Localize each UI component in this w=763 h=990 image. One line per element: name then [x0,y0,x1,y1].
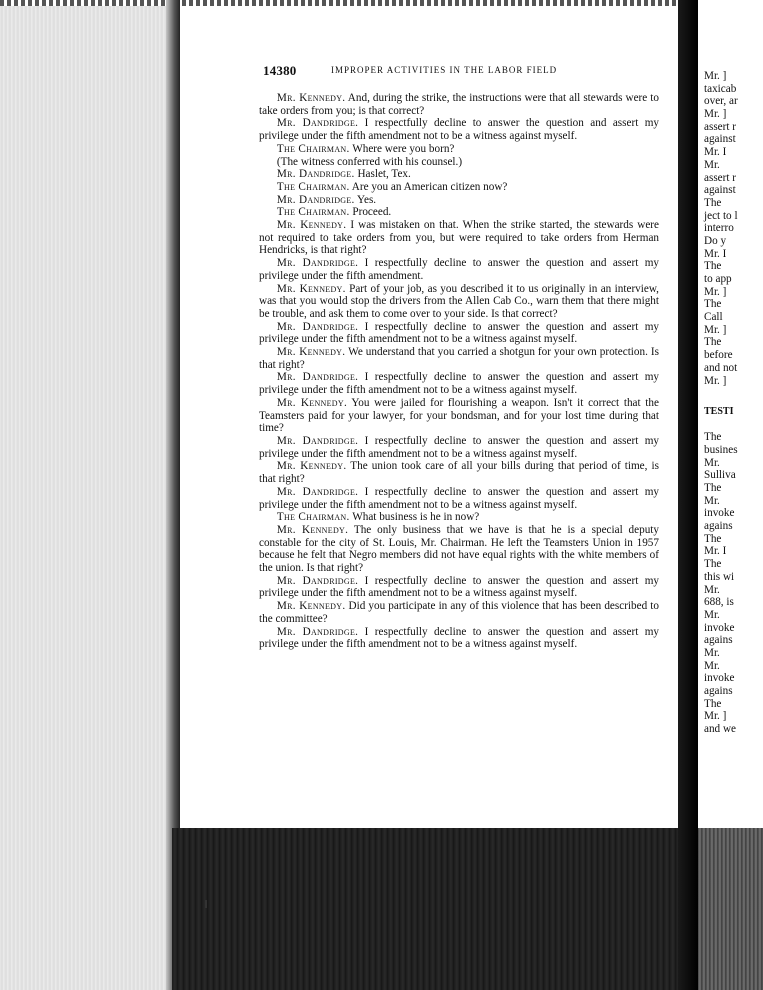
paragraph-text: Part of your job, as you described it to us originally in an interview, was that you would stop the drivers from the Allen Cab Co., warn them that there might be trouble, and ask them to come over to your side. Is that correct? [259,282,659,320]
paragraph-text: Yes. [354,193,377,206]
paragraph-text: I was mistaken on that. When the strike started, the stewards were not required to take orders from you, but were required to take orders from Herman Hendricks, is that right? [259,219,659,257]
paragraph-text: And, during the strike, the instructions were that all stewards were to take orders from you; is that correct? [259,92,659,117]
facing-page-line: Mr. ] [704,108,727,121]
paragraph-text: Proceed. [349,206,392,219]
facing-page-line: Mr. [704,608,720,621]
facing-page-line: assert r [704,120,736,133]
facing-page-bottom-shadow [698,828,763,990]
paragraph-text: You were jailed for flourishing a weapon. Isn't it correct that the Teamsters paid for your lawyer, for your bondsman, and for your lost time during that time? [259,396,659,435]
facing-page-line: Mr. [704,456,720,469]
speaker-name: Mr. Dandridge. [276,371,359,384]
transcript-paragraph [259,283,659,321]
speaker-name: Mr. Kennedy. [276,523,349,536]
paragraph-text: (The witness conferred with his counsel.) [276,155,463,168]
facing-page-line: against [704,133,736,146]
transcript-paragraph [259,206,659,219]
facing-page-line: and we [704,723,736,736]
facing-page-line: Mr. I [704,247,727,260]
transcript-paragraph [259,486,659,511]
transcript-paragraph [259,626,659,651]
transcript-paragraph [259,168,659,181]
paragraph-text: What business is he in now? [349,511,480,524]
facing-page-line: The [704,482,722,494]
facing-page-line: and not [704,361,738,374]
running-title: IMPROPER ACTIVITIES IN THE LABOR FIELD [331,65,558,75]
paragraph-text: We understand that you carried a shotgun for your own protection. Is that right? [259,346,659,371]
facing-page-line: agains [704,685,733,697]
paragraph-text: I respectfully decline to answer the question and assert my privilege under the fifth amendment not to be a witness against myself. [259,574,660,600]
paragraph-text: I respectfully decline to answer the question and assert my privilege under the fifth amendment not to be a witness against myself. [259,371,660,397]
transcript-paragraph [259,346,659,371]
facing-page-line: Do y [704,234,727,247]
facing-page-line: Mr. [704,583,720,596]
facing-page-line: Sulliva [704,469,736,482]
speaker-name: Mr. Dandridge. [276,485,359,498]
facing-page-line: taxicab [704,82,737,95]
transcript-body [259,92,659,651]
facing-page-line: The [704,196,722,209]
paragraph-text: Did you participate in any of this violence that has been described to the committee? [259,600,659,625]
facing-page-line: this wi [704,570,735,583]
transcript-paragraph [259,143,659,156]
facing-page-line: The [704,431,722,444]
transcript-paragraph [259,600,659,625]
transcript-paragraph [259,397,659,435]
facing-page-line: Call [704,311,723,324]
facing-page-line: The [704,558,722,571]
transcript-paragraph [259,219,659,257]
facing-page-line: interro [704,222,734,235]
facing-page-line: The [704,298,722,311]
transcript-paragraph [259,257,659,282]
facing-page-line: Mr. [704,659,720,672]
transcript-paragraph [259,575,659,600]
transcript-paragraph [259,460,659,485]
page-header [263,63,663,79]
transcript-paragraph [259,117,659,142]
paragraph-text: The union took care of all your bills during that period of time, is that right? [259,460,659,486]
transcript-paragraph [259,181,659,194]
paragraph-text: Haslet, Tex. [354,168,411,181]
facing-page-line: The [704,532,722,545]
book-binding [678,0,698,990]
speaker-name: Mr. Dandridge. [276,625,359,638]
paragraph-text: I respectfully decline to answer the question and assert my privilege under the fifth amendment not to be a witness against myself. [259,320,660,346]
speaker-name: The Chairman. [276,180,350,193]
facing-page-line: The [704,697,722,710]
transcript-paragraph [259,524,659,575]
speaker-name: Mr. Kennedy. [276,92,346,104]
facing-page-line: before [704,349,733,362]
speaker-name: Mr. Dandridge. [276,193,355,206]
speaker-name: Mr. Kennedy. [276,396,348,409]
facing-page-line [704,419,763,432]
scanner-left-margin [0,0,172,990]
facing-page-line: Mr. [704,158,720,171]
transcript-paragraph [259,435,659,460]
paragraph-text: Are you an American citizen now? [349,180,508,193]
paragraph-text: I respectfully decline to answer the question and assert my privilege under the fifth amendment. [259,257,660,282]
paragraph-text: The only business that we have is that he is a special deputy constable for the city of St. Louis, Mr. Chairman. He left the Teamsters Union in 1957 because he felt that Negro members did not have equal rights with the white members of the union. Is that right? [259,523,659,575]
speaker-name: Mr. Dandridge. [276,434,359,447]
paragraph-text: I respectfully decline to answer the question and assert my privilege under the fifth amendment not to be a witness against myself. [259,485,660,511]
transcript-paragraph [259,92,659,117]
speaker-name: Mr. Dandridge. [276,320,359,333]
facing-page-line: Mr. ] [704,70,727,82]
transcript-paragraph [259,194,659,207]
facing-page-line: TESTI [704,405,734,417]
facing-page-line: assert r [704,171,736,184]
speaker-name: Mr. Kennedy. [276,460,347,473]
transcript-paragraph [259,321,659,346]
speaker-name: Mr. Kennedy. [276,282,346,295]
speaker-name: Mr. Dandridge. [276,574,359,587]
facing-page-line: The [704,260,722,273]
speaker-name: Mr. Kennedy. [276,346,346,359]
speaker-name: The Chairman. [276,206,350,219]
paragraph-text: I respectfully decline to answer the question and assert my privilege under the fifth amendment not to be a witness against myself. [259,117,660,143]
facing-page-line: Mr. ] [704,374,727,387]
speaker-name: Mr. Kennedy. [276,600,346,613]
facing-page-line: invoke [704,672,735,685]
facing-page-line: agains [704,520,733,533]
facing-page-line: Mr. ] [704,710,727,723]
facing-page-line: busines [704,443,738,456]
facing-page-line: invoke [704,507,735,520]
facing-page-line: 688, is [704,596,734,609]
facing-page-line: Mr. I [704,545,727,558]
facing-page-line: over, ar [704,95,738,108]
speaker-name: The Chairman. [276,511,350,524]
facing-page-line: Mr. [704,646,720,659]
speaker-name: Mr. Dandridge. [276,117,359,130]
facing-page-line: agains [704,634,733,647]
document-page [180,6,678,828]
page-number: 14380 [263,63,297,78]
transcript-paragraph [259,156,659,169]
facing-page-line [704,387,763,400]
facing-page-line: Mr. [704,494,720,507]
facing-page-line: invoke [704,621,735,634]
facing-page-line: to app [704,273,732,285]
transcript-paragraph [259,511,659,524]
facing-page-line: The [704,336,722,349]
facing-page-line: Mr. I [704,146,727,159]
facing-page-line: ject to l [704,209,738,222]
scan-speck [205,900,207,908]
facing-page-line: Mr. ] [704,323,727,336]
scanner-bottom-shadow [172,828,682,990]
facing-page-lines [704,70,763,736]
transcript-paragraph [259,371,659,396]
paragraph-text: I respectfully decline to answer the question and assert my privilege under the fifth amendment not to be a witness against myself. [259,434,660,460]
facing-page-line: Mr. ] [704,285,727,298]
speaker-name: Mr. Kennedy. [276,219,347,232]
speaker-name: The Chairman. [276,142,350,155]
facing-page-line: against [704,184,736,197]
speaker-name: Mr. Dandridge. [276,257,359,270]
speaker-name: Mr. Dandridge. [276,168,355,181]
paragraph-text: Where were you born? [349,142,455,155]
paragraph-text: I respectfully decline to answer the question and assert my privilege under the fifth amendment not to be a witness against myself. [259,625,660,651]
